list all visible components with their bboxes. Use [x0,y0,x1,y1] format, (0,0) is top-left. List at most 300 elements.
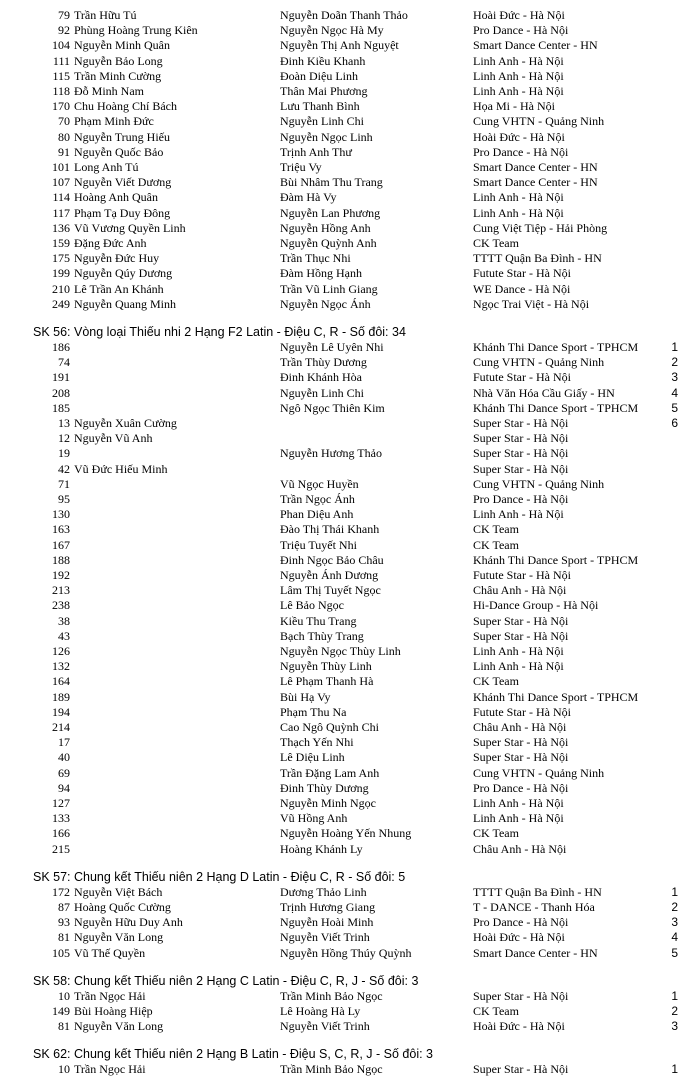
placement-rank: 4 [671,386,678,400]
club-name: Futute Star - Hà Nội [473,705,571,719]
result-row [0,538,700,553]
club-name: Super Star - Hà Nội [473,462,569,476]
club-name: CK Team [473,826,519,840]
female-dancer-name: Trần Thục Nhi [280,251,351,265]
result-row [0,720,700,735]
result-row [0,38,700,53]
couple-number: 188 [52,553,70,567]
male-dancer-name: Vũ Đức Hiếu Minh [74,462,168,476]
female-dancer-name: Trần Minh Bảo Ngọc [280,989,383,1003]
female-dancer-name: Nguyễn Quỳnh Anh [280,236,377,250]
club-name: Nhà Văn Hóa Cầu Giấy - HN [473,386,615,400]
club-name: Super Star - Hà Nội [473,431,569,445]
female-dancer-name: Nguyễn Thùy Linh [280,659,372,673]
result-row [0,735,700,750]
result-row [0,946,700,961]
couple-number: 210 [52,282,70,296]
club-name: TTTT Quận Ba Đình - HN [473,885,602,899]
club-name: Linh Anh - Hà Nội [473,644,564,658]
couple-number: 159 [52,236,70,250]
club-name: Hoài Đức - Hà Nội [473,8,565,22]
couple-number: 105 [52,946,70,960]
result-row [0,507,700,522]
club-name: CK Team [473,522,519,536]
female-dancer-name: Vũ Ngọc Huyền [280,477,359,491]
male-dancer-name: Nguyễn Đức Huy [74,251,160,265]
female-dancer-name: Nguyễn Ngọc Hà My [280,23,384,37]
couple-number: 194 [52,705,70,719]
section-header: SK 58: Chung kết Thiếu niên 2 Hạng C Latin - Điệu C, R, J - Số đôi: 3 [33,973,419,988]
female-dancer-name: Đàm Hồng Hạnh [280,266,362,280]
placement-rank: 3 [671,1019,678,1033]
female-dancer-name: Nguyễn Lan Phương [280,206,381,220]
result-row [0,492,700,507]
result-row [0,84,700,99]
result-row [0,431,700,446]
result-row [0,989,700,1004]
female-dancer-name: Lưu Thanh Bình [280,99,360,113]
result-row [0,811,700,826]
club-name: Pro Dance - Hà Nội [473,781,569,795]
couple-number: 19 [58,446,70,460]
placement-rank: 3 [671,915,678,929]
female-dancer-name: Trịnh Hương Giang [280,900,376,914]
female-dancer-name: Nguyễn Ánh Dương [280,568,379,582]
male-dancer-name: Phùng Hoàng Trung Kiên [74,23,198,37]
female-dancer-name: Lâm Thị Tuyết Ngọc [280,583,381,597]
club-name: Cung VHTN - Quảng Ninh [473,114,605,128]
male-dancer-name: Long Anh Tú [74,160,139,174]
female-dancer-name: Bạch Thùy Trang [280,629,364,643]
result-row [0,568,700,583]
couple-number: 127 [52,796,70,810]
female-dancer-name: Vũ Hồng Anh [280,811,348,825]
female-dancer-name: Trịnh Anh Thư [280,145,352,159]
couple-number: 189 [52,690,70,704]
male-dancer-name: Nguyễn Minh Quân [74,38,170,52]
club-name: Super Star - Hà Nội [473,614,569,628]
placement-rank: 1 [671,1062,678,1076]
club-name: Pro Dance - Hà Nội [473,492,569,506]
couple-number: 199 [52,266,70,280]
male-dancer-name: Trần Ngọc Hải [74,989,146,1003]
male-dancer-name: Nguyễn Việt Bách [74,885,163,899]
result-row [0,190,700,205]
couple-number: 133 [52,811,70,825]
female-dancer-name: Nguyễn Minh Ngọc [280,796,376,810]
female-dancer-name: Đinh Ngọc Bảo Châu [280,553,384,567]
placement-rank: 1 [671,885,678,899]
female-dancer-name: Nguyễn Hoàng Yến Nhung [280,826,412,840]
female-dancer-name: Phạm Thu Na [280,705,347,719]
female-dancer-name: Lê Diệu Linh [280,750,345,764]
club-name: CK Team [473,1004,519,1018]
result-row [0,282,700,297]
result-row [0,659,700,674]
female-dancer-name: Trần Vũ Linh Giang [280,282,378,296]
male-dancer-name: Nguyễn Quốc Bảo [74,145,164,159]
couple-number: 74 [58,355,70,369]
club-name: Super Star - Hà Nội [473,1062,569,1076]
club-name: Smart Dance Center - HN [473,946,598,960]
club-name: Khánh Thi Dance Sport - TPHCM [473,340,639,354]
result-row [0,340,700,355]
placement-rank: 5 [671,401,678,415]
club-name: Smart Dance Center - HN [473,38,598,52]
result-row [0,1062,700,1077]
result-row [0,8,700,23]
couple-number: 126 [52,644,70,658]
couple-number: 17 [58,735,70,749]
couple-number: 136 [52,221,70,235]
club-name: Smart Dance Center - HN [473,175,598,189]
result-row [0,583,700,598]
couple-number: 104 [52,38,70,52]
couple-number: 93 [58,915,70,929]
couple-number: 132 [52,659,70,673]
couple-number: 10 [58,1062,70,1076]
result-row [0,266,700,281]
couple-number: 80 [58,130,70,144]
section-header: SK 62: Chung kết Thiếu niên 2 Hạng B Latin - Điệu S, C, R, J - Số đôi: 3 [33,1047,433,1062]
result-row [0,99,700,114]
club-name: Super Star - Hà Nội [473,446,569,460]
couple-number: 191 [52,370,70,384]
club-name: Linh Anh - Hà Nội [473,84,564,98]
club-name: Khánh Thi Dance Sport - TPHCM [473,690,639,704]
couple-number: 215 [52,842,70,856]
female-dancer-name: Lê Hoàng Hà Ly [280,1004,361,1018]
male-dancer-name: Nguyễn Văn Long [74,1019,164,1033]
couple-number: 117 [52,206,70,220]
club-name: Super Star - Hà Nội [473,629,569,643]
club-name: CK Team [473,538,519,552]
club-name: Châu Anh - Hà Nội [473,720,567,734]
club-name: TTTT Quận Ba Đình - HN [473,251,602,265]
result-row [0,796,700,811]
couple-number: 213 [52,583,70,597]
male-dancer-name: Nguyễn Văn Long [74,930,164,944]
couple-number: 170 [52,99,70,113]
male-dancer-name: Bùi Hoàng Hiệp [74,1004,153,1018]
female-dancer-name: Cao Ngô Quỳnh Chi [280,720,379,734]
couple-number: 166 [52,826,70,840]
couple-number: 111 [52,54,70,68]
female-dancer-name: Nguyễn Ngọc Thùy Linh [280,644,401,658]
club-name: T - DANCE - Thanh Hóa [473,900,595,914]
female-dancer-name: Nguyễn Hương Thảo [280,446,382,460]
male-dancer-name: Vũ Thế Quyền [74,946,146,960]
female-dancer-name: Kiều Thu Trang [280,614,357,628]
male-dancer-name: Hoàng Quốc Cường [74,900,171,914]
couple-number: 185 [52,401,70,415]
club-name: Pro Dance - Hà Nội [473,915,569,929]
section-header: SK 56: Vòng loại Thiếu nhi 2 Hạng F2 Latin - Điệu C, R - Số đôi: 34 [33,325,406,339]
club-name: Smart Dance Center - HN [473,160,598,174]
couple-number: 238 [52,598,70,612]
club-name: Hoài Đức - Hà Nội [473,130,565,144]
male-dancer-name: Trần Hữu Tú [74,8,137,22]
couple-number: 163 [52,522,70,536]
result-row [0,674,700,689]
result-row [0,175,700,190]
male-dancer-name: Nguyễn Quang Minh [74,297,176,311]
female-dancer-name: Triệu Vy [280,160,322,174]
female-dancer-name: Nguyễn Thị Anh Nguyệt [280,38,399,52]
club-name: Hoài Đức - Hà Nội [473,1019,565,1033]
female-dancer-name: Lê Phạm Thanh Hà [280,674,374,688]
couple-number: 164 [52,674,70,688]
club-name: Futute Star - Hà Nội [473,568,571,582]
club-name: Linh Anh - Hà Nội [473,206,564,220]
female-dancer-name: Nguyễn Hồng Anh [280,221,371,235]
result-row [0,690,700,705]
club-name: Cung VHTN - Quảng Ninh [473,477,605,491]
club-name: Linh Anh - Hà Nội [473,190,564,204]
club-name: Pro Dance - Hà Nội [473,23,569,37]
female-dancer-name: Đoàn Diệu Linh [280,69,358,83]
couple-number: 81 [58,1019,70,1033]
club-name: Linh Anh - Hà Nội [473,811,564,825]
result-row [0,1004,700,1019]
couple-number: 87 [58,900,70,914]
result-row [0,386,700,401]
club-name: CK Team [473,674,519,688]
club-name: Linh Anh - Hà Nội [473,69,564,83]
placement-rank: 1 [671,340,678,354]
result-row [0,930,700,945]
couple-number: 115 [52,69,70,83]
female-dancer-name: Trần Minh Bảo Ngọc [280,1062,383,1076]
couple-number: 71 [58,477,70,491]
result-row [0,915,700,930]
result-row [0,598,700,613]
female-dancer-name: Trần Thùy Dương [280,355,367,369]
club-name: Khánh Thi Dance Sport - TPHCM [473,553,639,567]
result-row [0,130,700,145]
couple-number: 69 [58,766,70,780]
result-row [0,236,700,251]
female-dancer-name: Nguyễn Hồng Thúy Quỳnh [280,946,412,960]
male-dancer-name: Phạm Tạ Duy Đông [74,206,171,220]
couple-number: 192 [52,568,70,582]
female-dancer-name: Đào Thị Thái Khanh [280,522,380,536]
male-dancer-name: Nguyễn Qúy Dương [74,266,173,280]
female-dancer-name: Nguyễn Viết Trinh [280,1019,370,1033]
male-dancer-name: Đặng Đức Anh [74,236,147,250]
placement-rank: 1 [671,989,678,1003]
couple-number: 149 [52,1004,70,1018]
result-row [0,462,700,477]
result-row [0,885,700,900]
section-header: SK 57: Chung kết Thiếu niên 2 Hạng D Latin - Điệu C, R - Số đôi: 5 [33,869,406,884]
result-row [0,114,700,129]
couple-number: 175 [52,251,70,265]
result-row [0,629,700,644]
club-name: Pro Dance - Hà Nội [473,145,569,159]
couple-number: 40 [58,750,70,764]
couple-number: 114 [52,190,70,204]
placement-rank: 2 [671,355,678,369]
male-dancer-name: Trần Minh Cường [74,69,162,83]
result-row [0,826,700,841]
result-row [0,297,700,312]
club-name: Họa Mi - Hà Nội [473,99,555,113]
female-dancer-name: Nguyễn Linh Chi [280,386,364,400]
club-name: Linh Anh - Hà Nội [473,507,564,521]
female-dancer-name: Bùi Hạ Vy [280,690,331,704]
club-name: Châu Anh - Hà Nội [473,583,567,597]
club-name: Cung Việt Tiệp - Hải Phòng [473,221,608,235]
couple-number: 208 [52,386,70,400]
result-row [0,251,700,266]
club-name: Linh Anh - Hà Nội [473,796,564,810]
club-name: Linh Anh - Hà Nội [473,54,564,68]
result-row [0,644,700,659]
club-name: Super Star - Hà Nội [473,989,569,1003]
female-dancer-name: Nguyễn Lê Uyên Nhi [280,340,384,354]
male-dancer-name: Nguyễn Trung Hiếu [74,130,171,144]
placement-rank: 5 [671,946,678,960]
female-dancer-name: Nguyễn Linh Chi [280,114,364,128]
male-dancer-name: Nguyễn Xuân Cường [74,416,177,430]
male-dancer-name: Trần Ngọc Hải [74,1062,146,1076]
female-dancer-name: Nguyễn Ngọc Linh [280,130,373,144]
male-dancer-name: Nguyễn Vũ Anh [74,431,153,445]
couple-number: 167 [52,538,70,552]
male-dancer-name: Đỗ Minh Nam [74,84,144,98]
result-row [0,781,700,796]
couple-number: 94 [58,781,70,795]
result-row [0,614,700,629]
female-dancer-name: Nguyễn Viết Trinh [280,930,370,944]
placement-rank: 2 [671,1004,678,1018]
female-dancer-name: Ngô Ngọc Thiên Kim [280,401,385,415]
result-row [0,69,700,84]
female-dancer-name: Nguyễn Hoài Minh [280,915,374,929]
result-row [0,370,700,385]
couple-number: 92 [58,23,70,37]
club-name: Super Star - Hà Nội [473,750,569,764]
female-dancer-name: Đinh Khánh Hòa [280,370,362,384]
female-dancer-name: Trần Ngọc Ánh [280,492,355,506]
result-row [0,23,700,38]
club-name: Cung VHTN - Quảng Ninh [473,766,605,780]
result-row [0,750,700,765]
female-dancer-name: Đàm Hà Vy [280,190,337,204]
male-dancer-name: Chu Hoàng Chí Bách [74,99,177,113]
result-row [0,145,700,160]
result-row [0,160,700,175]
result-row [0,477,700,492]
result-row [0,446,700,461]
club-name: Hi-Dance Group - Hà Nội [473,598,599,612]
female-dancer-name: Triệu Tuyết Nhi [280,538,357,552]
couple-number: 172 [52,885,70,899]
couple-number: 12 [58,431,70,445]
couple-number: 13 [58,416,70,430]
couple-number: 101 [52,160,70,174]
club-name: Khánh Thi Dance Sport - TPHCM [473,401,639,415]
result-row [0,766,700,781]
male-dancer-name: Nguyễn Bảo Long [74,54,163,68]
male-dancer-name: Phạm Minh Đức [74,114,154,128]
male-dancer-name: Lê Trần An Khánh [74,282,164,296]
placement-rank: 6 [671,416,678,430]
female-dancer-name: Nguyễn Doãn Thanh Thảo [280,8,408,22]
result-row [0,705,700,720]
placement-rank: 3 [671,370,678,384]
couple-number: 70 [58,114,70,128]
couple-number: 81 [58,930,70,944]
result-row [0,54,700,69]
female-dancer-name: Dương Thảo Linh [280,885,367,899]
result-row [0,206,700,221]
couple-number: 10 [58,989,70,1003]
club-name: Futute Star - Hà Nội [473,266,571,280]
female-dancer-name: Trần Đặng Lam Anh [280,766,380,780]
club-name: Châu Anh - Hà Nội [473,842,567,856]
club-name: Ngọc Trai Việt - Hà Nội [473,297,590,311]
female-dancer-name: Đinh Thùy Dương [280,781,369,795]
couple-number: 118 [52,84,70,98]
club-name: Super Star - Hà Nội [473,416,569,430]
club-name: Cung VHTN - Quảng Ninh [473,355,605,369]
female-dancer-name: Hoàng Khánh Ly [280,842,363,856]
couple-number: 43 [58,629,70,643]
couple-number: 42 [58,462,70,476]
result-row [0,221,700,236]
female-dancer-name: Lê Bảo Ngọc [280,598,344,612]
club-name: Super Star - Hà Nội [473,735,569,749]
placement-rank: 2 [671,900,678,914]
male-dancer-name: Nguyễn Hữu Duy Anh [74,915,183,929]
result-row [0,401,700,416]
female-dancer-name: Nguyễn Ngọc Ánh [280,297,371,311]
couple-number: 91 [58,145,70,159]
female-dancer-name: Phan Diệu Anh [280,507,354,521]
club-name: Hoài Đức - Hà Nội [473,930,565,944]
female-dancer-name: Thạch Yến Nhi [280,735,354,749]
couple-number: 214 [52,720,70,734]
couple-number: 130 [52,507,70,521]
result-row [0,553,700,568]
result-row [0,842,700,857]
male-dancer-name: Nguyễn Viết Dương [74,175,172,189]
couple-number: 249 [52,297,70,311]
female-dancer-name: Thân Mai Phương [280,84,368,98]
couple-number: 38 [58,614,70,628]
female-dancer-name: Bùi Nhâm Thu Trang [280,175,383,189]
club-name: Futute Star - Hà Nội [473,370,571,384]
placement-rank: 4 [671,930,678,944]
male-dancer-name: Vũ Vương Quyền Linh [74,221,186,235]
result-row [0,900,700,915]
result-row [0,355,700,370]
club-name: Linh Anh - Hà Nội [473,659,564,673]
result-row [0,522,700,537]
male-dancer-name: Hoàng Anh Quân [74,190,158,204]
couple-number: 186 [52,340,70,354]
result-row [0,1019,700,1034]
club-name: WE Dance - Hà Nội [473,282,571,296]
couple-number: 95 [58,492,70,506]
couple-number: 79 [58,8,70,22]
club-name: CK Team [473,236,519,250]
result-row [0,416,700,431]
female-dancer-name: Đinh Kiều Khanh [280,54,366,68]
couple-number: 107 [52,175,70,189]
